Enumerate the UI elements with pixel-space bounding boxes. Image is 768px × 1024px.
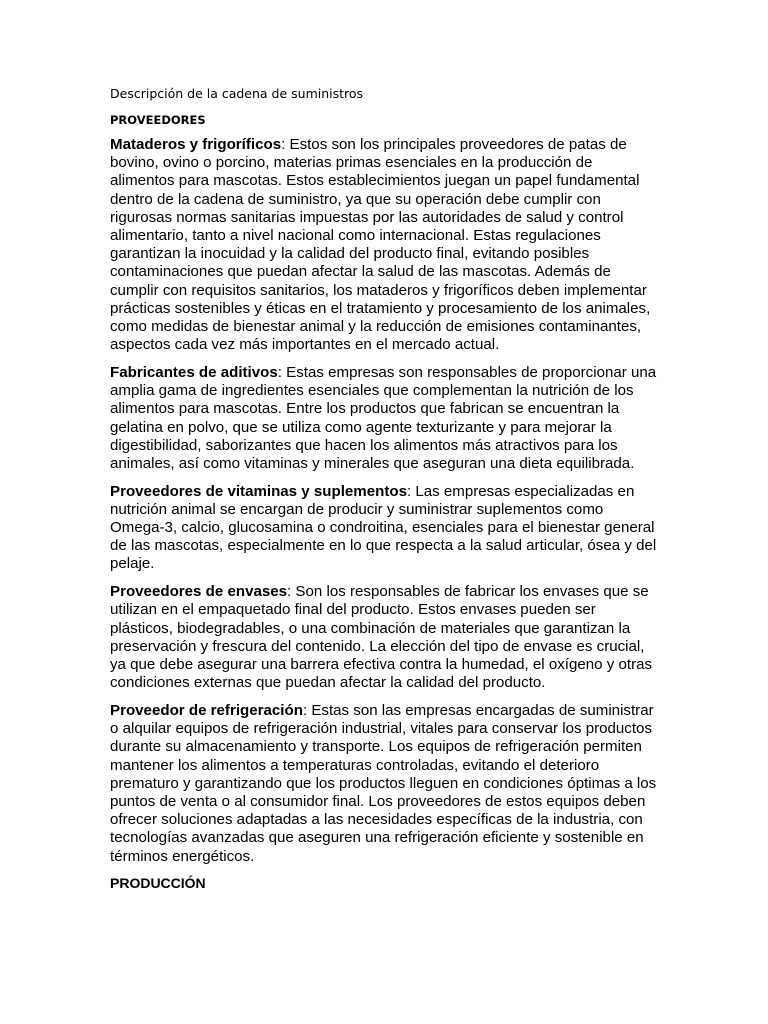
paragraph-term: Fabricantes de aditivos (110, 363, 278, 381)
paragraph-envases (110, 583, 660, 692)
paragraph-term: Mataderos y frigoríficos (110, 136, 282, 153)
paragraph-term: Proveedores de envases (110, 583, 288, 601)
paragraph-text: : Son los responsables de fabricar los envases que se utilizan en el empaquetado final del producto. Estos envases pueden ser plásticos, biodegradables, o una combinación de materiales que garantizan la preservación y frescura del contenido. La elección del tipo de envase es crucial, ya que debe asegurar una barrera efectiva contra la humedad, el oxígeno y otras condiciones externas que puedan afectar la calidad del producto. (110, 583, 653, 692)
document-body (110, 86, 660, 899)
paragraph-text: : Las empresas especializadas en nutrición animal se encargan de producir y suministrar suplementos como Omega-3, calcio, glucosamina o condroitina, esenciales para el bienestar general de las mascotas, especialmente en lo que respecta a la salud articular, ósea y del pelaje. (110, 482, 657, 573)
paragraph-term: Proveedores de vitaminas y suplementos (110, 482, 407, 500)
document-title: Descripción de la cadena de suministros (110, 86, 364, 101)
paragraph-aditivos (110, 364, 660, 473)
section-heading-proveedores: PROVEEDORES (110, 113, 206, 127)
paragraph-term: Proveedor de refrigeración (110, 701, 303, 719)
paragraph-text: : Estos son los principales proveedores de patas de bovino, ovino o porcino, materias primas esenciales en la producción de alimentos para mascotas. Estos establecimientos juegan un papel fundamental dentro de la cadena de suministro, ya que su operación debe cumplir con rigurosas normas sanitarias impuestas por las autoridades de salud y control alimentario, tanto a nivel nacional como internacional. Estas regulaciones garantizan la inocuidad y la calidad del producto final, evitando posibles contaminaciones que puedan afectar la salud de las mascotas. Además de cumplir con requisitos sanitarios, los mataderos y frigoríficos deben implementar prácticas sostenibles y éticas en el tratamiento y procesamiento de los animales, como medidas de bienestar animal y la reducción de emisiones contaminantes, aspectos cada vez más importantes en el mercado actual. (110, 136, 651, 354)
paragraph-vitaminas (110, 483, 660, 574)
section-heading-produccion: PRODUCCIÓN (110, 875, 206, 892)
paragraph-text: : Estas empresas son responsables de proporcionar una amplia gama de ingredientes esenciales que complementan la nutrición de los alimentos para mascotas. Entre los productos que fabrican se encuentran la gelatina en polvo, que se utiliza como agente texturizante y para mejorar la digestibilidad, saborizantes que hacen los alimentos más atractivos para los animales, así como vitaminas y minerales que aseguran una dieta equilibrada. (110, 363, 657, 472)
paragraph-text: : Estas son las empresas encargadas de suministrar o alquilar equipos de refrigeración industrial, vitales para conservar los productos durante su almacenamiento y transporte. Los equipos de refrigeración permiten mantener los alimentos a temperaturas controladas, evitando el deterioro prematuro y garantizando que los productos lleguen en condiciones óptimas a los puntos de venta o al consumidor final. Los proveedores de estos equipos deben ofrecer soluciones adaptadas a las necesidades específicas de la industria, con tecnologías avanzadas que aseguren una refrigeración eficiente y sostenible en términos energéticos. (110, 701, 657, 865)
paragraph-mataderos (110, 136, 660, 354)
paragraph-refrigeracion (110, 702, 660, 866)
